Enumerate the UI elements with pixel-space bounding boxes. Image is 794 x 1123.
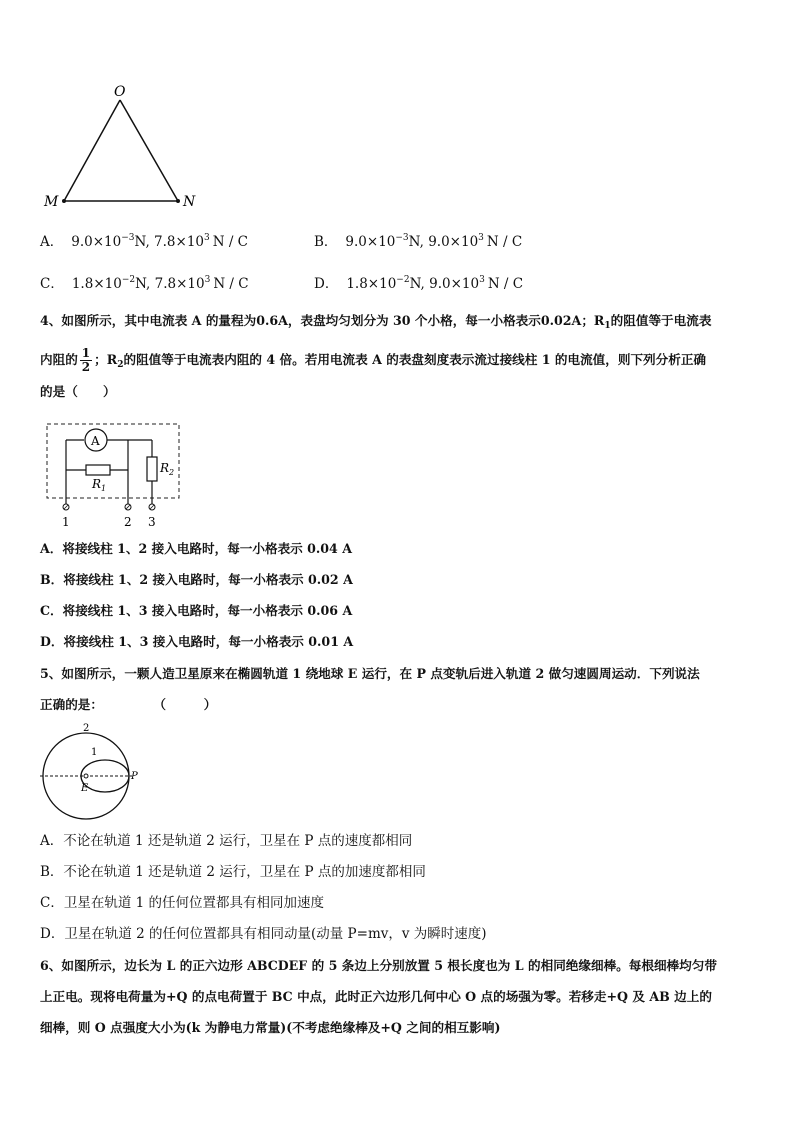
terminal-2-label: 2: [124, 515, 132, 529]
triangle-figure: [30, 80, 220, 215]
q6-stem-line2: 上正电。现将电荷量为+Q 的点电荷置于 BC 中点，此时正六边形几何中心 O 点的场强为零。若移走+Q 及 AB 边上的: [40, 989, 712, 1004]
q6-stem-line1: 6、如图所示，边长为 L 的正六边形 ABCDEF 的 5 条边上分别放置 5 根长度也为 L 的相同绝缘细棒。每根细棒均匀带: [40, 958, 717, 973]
point-p-label: P: [131, 771, 138, 782]
point-m: [62, 199, 66, 203]
r2-label: $R_2$: [160, 461, 175, 477]
label-n: N: [183, 194, 196, 210]
q3-option-a[interactable]: A． $9.0\times 10^{-3}N$, $7.8\times 10^3$ N / C: [40, 233, 249, 250]
q3-option-d[interactable]: D． $1.8\times 10^{-2}N$, $9.0\times 10^3$ N / C: [314, 275, 524, 292]
q5-stem-line2: 正确的是： （ ）: [40, 697, 217, 712]
terminal-3-label: 3: [148, 515, 156, 529]
q5-option-d[interactable]: D．卫星在轨道 2 的任何位置都具有相同动量(动量 P=mv，v 为瞬时速度): [40, 926, 487, 942]
q5-option-c[interactable]: C．卫星在轨道 1 的任何位置都具有相同加速度: [40, 895, 325, 911]
triangle-side-om: [64, 100, 120, 201]
orbit-label-1: 1: [91, 747, 98, 758]
earth-point: [84, 774, 88, 778]
q4-option-d[interactable]: D．将接线柱 1、3 接入电路时，每一小格表示 0.01 A: [40, 634, 354, 649]
q5-option-a[interactable]: A．不论在轨道 1 还是轨道 2 运行，卫星在 P 点的速度都相同: [40, 833, 413, 849]
q5-stem-line1: 5、如图所示，一颗人造卫星原来在椭圆轨道 1 绕地球 E 运行，在 P 点变轨后进入轨道 2 做匀速圆周运动．下列说法: [40, 666, 700, 681]
earth-label: E: [81, 783, 89, 794]
q3-option-b[interactable]: B． $9.0\times 10^{-3}N$, $9.0\times 10^3$ N / C: [314, 233, 523, 250]
orbit-diagram: [36, 718, 156, 823]
q4-option-c[interactable]: C．将接线柱 1、3 接入电路时，每一小格表示 0.06 A: [40, 603, 353, 618]
q4-option-a[interactable]: A．将接线柱 1、2 接入电路时，每一小格表示 0.04 A: [40, 541, 352, 556]
q5-option-b[interactable]: B．不论在轨道 1 还是轨道 2 运行，卫星在 P 点的加速度都相同: [40, 864, 426, 880]
label-m: M: [44, 194, 59, 210]
fraction-one-half: $\frac{1}{2}$: [81, 346, 91, 374]
q4-stem-line3: 的是（ ）: [40, 384, 116, 399]
q4-stem-line1: 4、如图所示，其中电流表 A 的量程为0.6A，表盘均匀划分为 30 个小格，每一小格表示0.02A；$R_1$的阻值等于电流表: [40, 313, 712, 331]
point-n: [176, 199, 180, 203]
q3-option-c[interactable]: C． $1.8\times 10^{-2}N$, $7.8\times 10^3$ N / C: [40, 275, 249, 292]
resistor-r1: [86, 465, 110, 475]
terminal-1-label: 1: [62, 515, 70, 529]
resistor-r2: [147, 457, 157, 481]
orbit-label-2: 2: [83, 723, 90, 734]
q6-stem-line3: 细棒，则 O 点强度大小为(k 为静电力常量)(不考虑绝缘棒及+Q 之间的相互影响): [40, 1020, 501, 1035]
circuit-diagram: [40, 420, 190, 530]
q4-stem-line2: 内阻的 $\frac{1}{2}$ ；$R_2$的阻值等于电流表内阻的 4 倍。若用电流表 A 的表盘刻度表示流过接线柱 1 的电流值，则下列分析正确: [40, 346, 707, 374]
ammeter-label: A: [91, 434, 100, 448]
triangle-side-on: [120, 100, 178, 201]
r1-label: $R_1$: [92, 477, 107, 493]
q4-option-b[interactable]: B．将接线柱 1、2 接入电路时，每一小格表示 0.02 A: [40, 572, 353, 587]
label-o: O: [114, 84, 126, 100]
